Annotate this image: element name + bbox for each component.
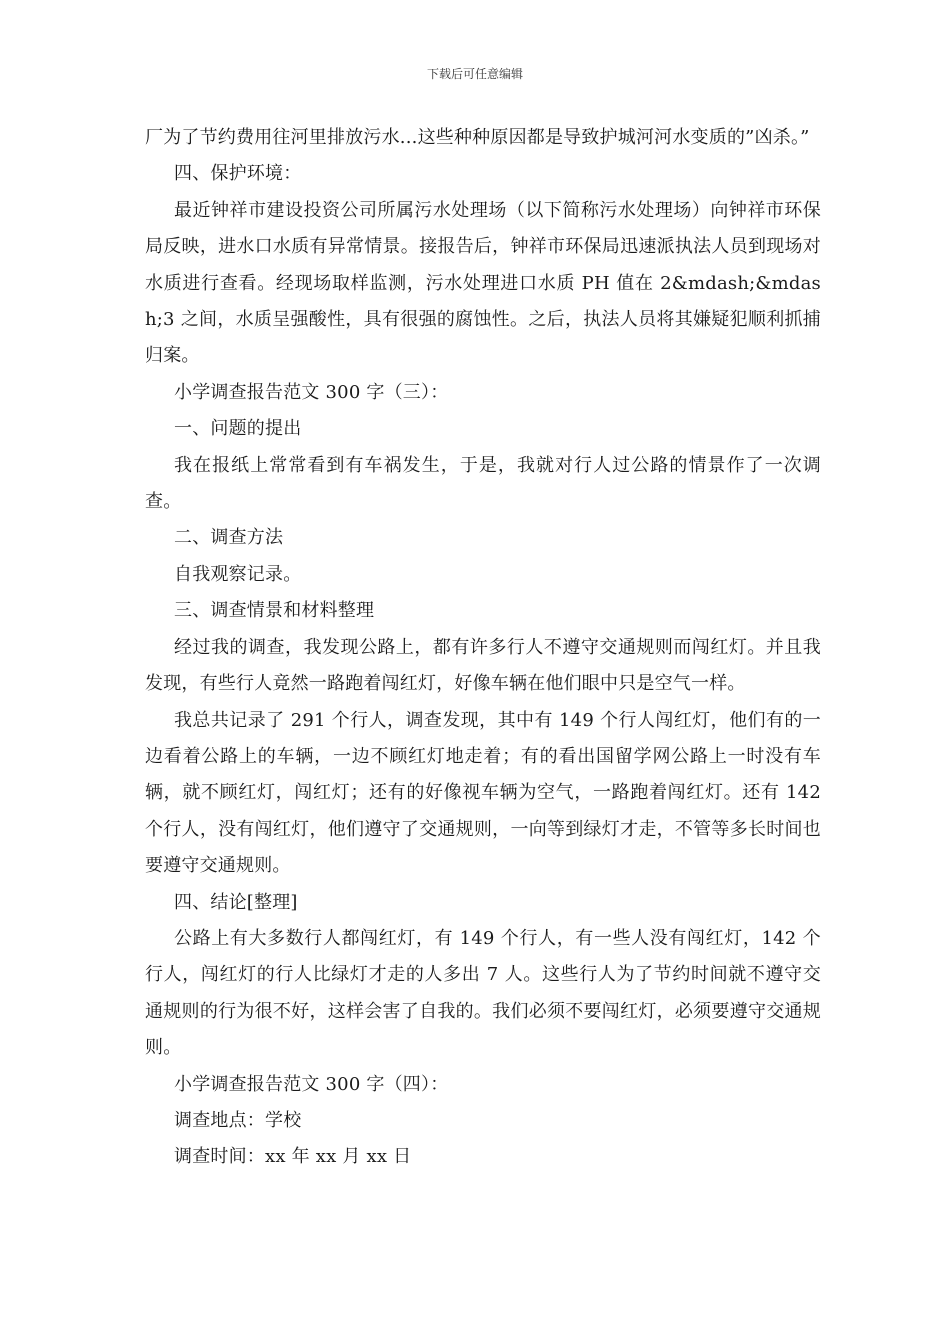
section-heading-protect-environment: 四、保护环境： xyxy=(174,163,302,185)
section-heading-findings: 三、调查情景和材料整理 xyxy=(174,600,375,622)
survey-location: 调查地点：学校 xyxy=(174,1109,302,1131)
paragraph-13: 公路上有大多数行人都闯红灯，有 149 个行人，有一些人没有闯红灯，142 个行人，闯红灯的行人比绿灯才走的人多出 7 人。这些行人为了节约时间就不遵守交通规则的行为很不好，这样会害了自我的。我们必须不要闯红灯，必须要遵守交通规则。 xyxy=(145,927,821,1059)
paragraph-3: 最近钟祥市建设投资公司所属污水处理场（以下简称污水处理场）向钟祥市环保局反映，进水口水质有异常情景。接报告后，钟祥市环保局迅速派执法人员到现场对水质进行查看。经现场取样监测，污水处理进口水质 PH 值在 2&mdash;&mdash;3 之间，水质呈强酸性，具有很强的腐蚀性。之后，执法人员将其嫌疑犯顺利抓捕归案。 xyxy=(145,199,821,367)
document-body xyxy=(145,120,821,1176)
paragraph-6: 我在报纸上常常看到有车祸发生，于是，我就对行人过公路的情景作了一次调查。 xyxy=(145,454,821,513)
report-title-3: 小学调查报告范文 300 字（三）： xyxy=(174,381,449,403)
paragraph-10: 经过我的调查，我发现公路上，都有许多行人不遵守交通规则而闯红灯。并且我发现，有些行人竟然一路跑着闯红灯，好像车辆在他们眼中只是空气一样。 xyxy=(145,636,821,695)
section-heading-problem: 一、问题的提出 xyxy=(174,418,302,440)
report-title-4: 小学调查报告范文 300 字（四）： xyxy=(174,1073,449,1095)
paragraph-8: 自我观察记录。 xyxy=(174,563,302,585)
section-heading-method: 二、调查方法 xyxy=(174,527,284,549)
page-header-note: 下载后可任意编辑 xyxy=(426,67,523,81)
section-heading-conclusion: 四、结论[整理] xyxy=(174,891,298,913)
survey-time: 调查时间：xx 年 xx 月 xx 日 xyxy=(174,1146,412,1168)
paragraph-1: 厂为了节约费用往河里排放污水...这些种种原因都是导致护城河河水变质的”凶杀。” xyxy=(145,127,810,148)
paragraph-11: 我总共记录了 291 个行人，调查发现，其中有 149 个行人闯红灯，他们有的一边看着公路上的车辆，一边不顾红灯地走着；有的看出国留学网公路上一时没有车辆，就不顾红灯，闯红灯；还有的好像视车辆为空气，一路跑着闯红灯。还有 142 个行人，没有闯红灯，他们遵守了交通规则，一向等到绿灯才走，不管等多长时间也要遵守交通规则。 xyxy=(145,709,821,877)
